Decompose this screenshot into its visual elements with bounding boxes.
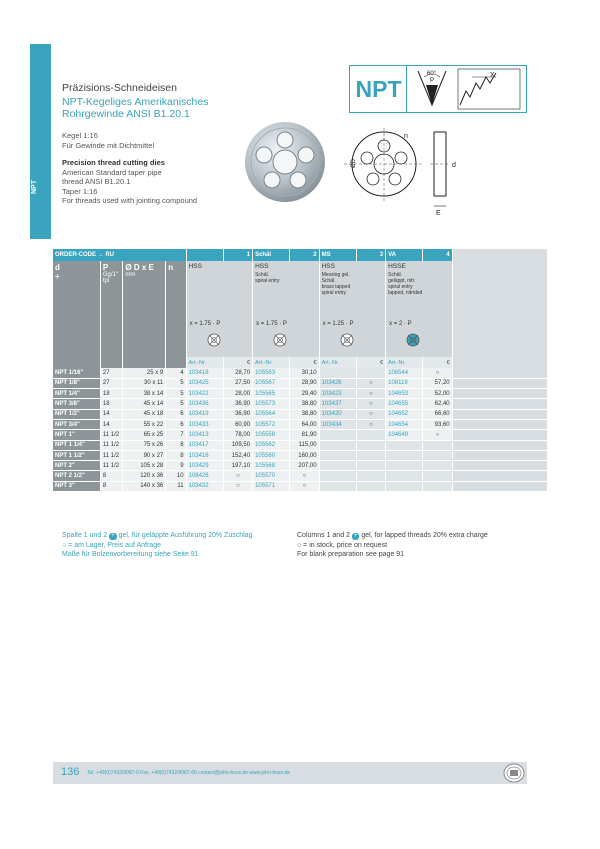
- cell-art-2: 105568: [253, 461, 290, 471]
- cell-p: 11 1/2: [100, 430, 123, 440]
- cell-p: 8: [100, 481, 123, 491]
- cell-art-3: [319, 450, 356, 460]
- subtitle-line-1: NPT-Kegeliges Amerikanisches: [62, 96, 209, 108]
- cell-price-4: ○: [423, 368, 452, 378]
- group-3-num: 3: [356, 249, 385, 261]
- col-p-sub2: tpi: [102, 278, 110, 284]
- spec-desc-line: lapped, nitrided: [388, 290, 423, 296]
- label-d: d: [452, 162, 456, 169]
- taper-de: Kegel 1:16: [62, 131, 98, 140]
- section-tab-label: NPT: [31, 180, 38, 194]
- cell-art-2: 105562: [253, 440, 290, 450]
- use-en: For threads used with jointing compound: [62, 196, 198, 205]
- sub-filler: [452, 357, 547, 368]
- cell-art-1: 103432: [186, 481, 223, 491]
- cell-d: NPT 1/8": [53, 378, 100, 388]
- cell-price-1: ○: [223, 481, 252, 491]
- company-logo-icon: [503, 763, 525, 783]
- cell-n: 11: [166, 481, 186, 491]
- note-de-1b: gel, für geläppte Ausführung 20% Zuschlag: [118, 532, 253, 539]
- table-row: [53, 419, 547, 429]
- table-row: [53, 481, 547, 491]
- row-filler: [452, 450, 547, 460]
- technical-drawing: [344, 122, 464, 222]
- col-d-sub: +: [55, 272, 60, 281]
- spec-desc-line: Schäl.: [321, 278, 336, 284]
- section-tab: [30, 44, 51, 239]
- note-en-1a: Columns 1 and 2: [297, 532, 350, 539]
- cell-price-4: 93,60: [423, 419, 452, 429]
- spec-material: HSS: [188, 263, 202, 270]
- cell-dxe: 65 x 25: [123, 430, 166, 440]
- row-filler: [452, 430, 547, 440]
- cell-p: 11 1/2: [100, 461, 123, 471]
- cell-dxe: 120 x 36: [123, 471, 166, 481]
- cell-art-2: 105560: [253, 450, 290, 460]
- cell-price-2: 28,90: [290, 378, 319, 388]
- cell-art-4: [386, 450, 423, 460]
- spec-group-4: [386, 261, 453, 357]
- label-n: n: [404, 133, 408, 140]
- cell-art-4: 104654: [386, 419, 423, 429]
- cell-dxe: 45 x 18: [123, 409, 166, 419]
- cell-price-1: 109,50: [223, 440, 252, 450]
- cell-d: NPT 1 1/2": [53, 450, 100, 460]
- row-filler: [452, 399, 547, 409]
- spec-material: HSS: [321, 263, 335, 270]
- cell-price-4: 57,20: [423, 378, 452, 388]
- cell-art-4: 108119: [386, 378, 423, 388]
- note-de-1: [62, 531, 252, 541]
- pitch-label: P: [430, 78, 435, 84]
- cell-price-1: 60,90: [223, 419, 252, 429]
- cell-price-4: [423, 450, 452, 460]
- row-filler: [452, 378, 547, 388]
- desc-en-1: American Standard taper pipe: [62, 167, 162, 177]
- desc-en-2: thread ANSI B1.20.1: [62, 177, 131, 186]
- spec-desc: [255, 272, 317, 284]
- spec-filler: [452, 261, 547, 357]
- cell-price-4: ○: [423, 430, 452, 440]
- cell-price-4: 66,60: [423, 409, 452, 419]
- col-p-header: [100, 261, 123, 357]
- footer-contact: Tel. +49(0)7432/9087-0 Fax. +49(0)7432/9087-60 contact@joho-boss.de www.joho-boss.de: [87, 770, 290, 776]
- cell-art-3: [319, 481, 356, 491]
- cell-art-4: 108544: [386, 368, 423, 378]
- cell-price-1: 28,70: [223, 368, 252, 378]
- note-en-1: [297, 531, 488, 541]
- cell-art-1: 103418: [186, 368, 223, 378]
- col-n-header: [166, 261, 186, 357]
- cell-n: 7: [166, 430, 186, 440]
- table-row: [53, 399, 547, 409]
- col-n-label: n: [168, 263, 174, 272]
- art-label-3: Art.-Nr.: [319, 357, 356, 368]
- cell-price-2: 38,80: [290, 399, 319, 409]
- row-filler: [452, 481, 547, 491]
- cell-art-3: [319, 440, 356, 450]
- cell-art-1: 103436: [186, 399, 223, 409]
- cell-price-2: 160,00: [290, 450, 319, 460]
- cell-d: NPT 3/4": [53, 419, 100, 429]
- cell-p: 18: [100, 389, 123, 399]
- table-row: [53, 368, 547, 378]
- art-label-4: Art.-Nr.: [386, 357, 423, 368]
- cell-price-1: 152,40: [223, 450, 252, 460]
- spec-desc-line: brass lapped: [321, 284, 351, 290]
- cell-price-4: [423, 481, 452, 491]
- cell-p: 8: [100, 471, 123, 481]
- order-code-header: ORDER-CODE → RU: [53, 249, 186, 261]
- cell-art-4: 104653: [386, 389, 423, 399]
- cell-art-2: 105573: [253, 399, 290, 409]
- cell-price-3: ○: [356, 419, 385, 429]
- cell-art-1: 103422: [186, 389, 223, 399]
- cell-dxe: 45 x 14: [123, 399, 166, 409]
- art-label-2: Art.-Nr.: [253, 357, 290, 368]
- cell-p: 14: [100, 409, 123, 419]
- cell-price-2: 81,90: [290, 430, 319, 440]
- cur-label-3: €: [356, 357, 385, 368]
- spec-desc-line: spiral entry: [321, 290, 347, 296]
- cell-art-2: 105563: [253, 368, 290, 378]
- cell-dxe: 38 x 14: [123, 389, 166, 399]
- sub-left-4: [166, 357, 186, 368]
- spec-pitch: x = 2 · P: [389, 321, 412, 327]
- spec-desc-line: Messing gel.: [321, 272, 350, 278]
- table-row: [53, 461, 547, 471]
- cell-price-1: 36,90: [223, 409, 252, 419]
- cell-dxe: 90 x 27: [123, 450, 166, 460]
- cur-label-1: €: [223, 357, 252, 368]
- table-row: [53, 440, 547, 450]
- cell-dxe: 55 x 22: [123, 419, 166, 429]
- cell-art-1: 103433: [186, 419, 223, 429]
- spec-pitch: x = 1.75 · P: [256, 321, 287, 327]
- spec-material: HSS: [255, 263, 269, 270]
- spec-material: HSSE: [388, 263, 406, 270]
- cell-art-3: [319, 430, 356, 440]
- product-table: [53, 249, 547, 492]
- col-dxe-label: Ø D x E: [125, 263, 154, 272]
- cell-price-3: [356, 481, 385, 491]
- note-de-3: Maße für Bolzenvorbereitung siehe Seite 91: [62, 551, 199, 558]
- cell-price-4: [423, 461, 452, 471]
- group-4-num: 4: [423, 249, 452, 261]
- spiral-entry-icon: [273, 333, 287, 347]
- label-dd: ØD: [351, 159, 357, 168]
- cell-n: 6: [166, 409, 186, 419]
- cell-d: NPT 1 1/4": [53, 440, 100, 450]
- col-dxe-sub: mm: [125, 272, 136, 278]
- cell-art-2: 105570: [253, 471, 290, 481]
- spec-group-3: [319, 261, 386, 357]
- cell-price-2: 64,00: [290, 419, 319, 429]
- cell-art-3: [319, 461, 356, 471]
- header-filler: [452, 249, 547, 261]
- row-filler: [452, 389, 547, 399]
- cell-price-3: ○: [356, 399, 385, 409]
- cell-art-3: 103426: [319, 378, 356, 388]
- notes-de: [62, 531, 252, 560]
- cell-d: NPT 1/2": [53, 409, 100, 419]
- cell-p: 11 1/2: [100, 440, 123, 450]
- use-de: Für Gewinde mit Dichtmittel: [62, 140, 155, 150]
- cell-n: 6: [166, 419, 186, 429]
- sub-left-1: [53, 357, 100, 368]
- note-en-1b: gel, for lapped threads 20% extra charge: [361, 532, 488, 539]
- title-en: Precision thread cutting dies: [62, 158, 165, 167]
- cell-price-3: [356, 368, 385, 378]
- group-4-name: VA: [386, 249, 423, 261]
- cell-price-3: ○: [356, 409, 385, 419]
- cell-art-3: 103437: [319, 399, 356, 409]
- cell-n: 10: [166, 471, 186, 481]
- row-filler: [452, 471, 547, 481]
- thread-profile-icon: [410, 67, 524, 111]
- cell-price-3: [356, 461, 385, 471]
- cell-dxe: 105 x 28: [123, 461, 166, 471]
- page-subtitle: [62, 96, 282, 120]
- row-filler: [452, 419, 547, 429]
- table-row: [53, 409, 547, 419]
- cell-price-4: 62,40: [423, 399, 452, 409]
- cell-price-3: ○: [356, 389, 385, 399]
- spiral-entry-icon: [207, 333, 221, 347]
- cell-art-2: 105567: [253, 378, 290, 388]
- sub-left-3: [123, 357, 166, 368]
- spec-pitch: x = 1.25 · P: [322, 321, 354, 327]
- cell-price-2: ○: [290, 471, 319, 481]
- cell-p: 18: [100, 399, 123, 409]
- cell-price-1: 27,50: [223, 378, 252, 388]
- cell-d: NPT 1": [53, 430, 100, 440]
- table-row: [53, 378, 547, 388]
- cell-price-2: 29,40: [290, 389, 319, 399]
- page-title-de: Präzisions-Schneideisen: [62, 82, 177, 94]
- spec-desc-line: geläppt, nitr.: [388, 278, 416, 284]
- cell-price-3: [356, 430, 385, 440]
- group-2-name: Schäl: [253, 249, 290, 261]
- cell-art-1: 103429: [186, 461, 223, 471]
- cell-dxe: 25 x 9: [123, 368, 166, 378]
- cell-art-3: 103434: [319, 419, 356, 429]
- cur-label-4: €: [423, 357, 452, 368]
- taper-en: Taper 1:16: [62, 186, 98, 196]
- art-label-1: Art.-Nr.: [186, 357, 223, 368]
- spec-desc: [388, 272, 450, 296]
- spec-desc-line: spiral entry: [388, 284, 413, 290]
- spiral-entry-icon: [406, 333, 420, 347]
- spec-row: [53, 261, 547, 357]
- spec-desc-line: Schäl.: [255, 272, 269, 278]
- cell-price-1: 28,00: [223, 389, 252, 399]
- cell-art-3: 103423: [319, 389, 356, 399]
- cell-p: 14: [100, 419, 123, 429]
- row-filler: [452, 461, 547, 471]
- cell-art-4: 104649: [386, 430, 423, 440]
- cur-label-2: €: [290, 357, 319, 368]
- cell-p: 27: [100, 378, 123, 388]
- table-row: [53, 450, 547, 460]
- die-photo: [243, 118, 328, 203]
- group-3-name: MS: [319, 249, 356, 261]
- cell-art-4: [386, 481, 423, 491]
- table-body: [53, 368, 547, 492]
- angle-label: 60°: [427, 71, 437, 77]
- x-label: X: [490, 72, 495, 79]
- group-1-num: 1: [223, 249, 252, 261]
- lapped-badge-en: +: [353, 533, 358, 539]
- cell-art-2: 105565: [253, 389, 290, 399]
- cell-n: 8: [166, 440, 186, 450]
- col-p-label: P: [102, 263, 109, 272]
- table-row: [53, 430, 547, 440]
- spec-desc-line: spiral entry: [255, 278, 280, 284]
- cell-n: 4: [166, 368, 186, 378]
- cell-dxe: 30 x 11: [123, 378, 166, 388]
- table-row: [53, 471, 547, 481]
- cell-art-1: 103416: [186, 450, 223, 460]
- spec-group-1: [186, 261, 253, 357]
- spiral-entry-icon: [340, 333, 354, 347]
- cell-n: 5: [166, 399, 186, 409]
- spec-desc: [322, 272, 384, 296]
- cell-d: NPT 1/16": [53, 368, 100, 378]
- cell-d: NPT 2 1/2": [53, 471, 100, 481]
- col-d-header: [53, 261, 100, 357]
- meta-de: [62, 131, 154, 150]
- cell-price-3: [356, 471, 385, 481]
- cell-art-4: 104655: [386, 399, 423, 409]
- spec-group-2: [253, 261, 320, 357]
- cell-art-3: [319, 368, 356, 378]
- cell-art-2: 105564: [253, 409, 290, 419]
- cell-art-3: 103420: [319, 409, 356, 419]
- cell-art-1: 103413: [186, 430, 223, 440]
- cell-price-3: [356, 450, 385, 460]
- cell-d: NPT 3/8": [53, 399, 100, 409]
- notes-en: [297, 531, 488, 560]
- cell-price-4: [423, 471, 452, 481]
- label-e: E: [436, 210, 441, 217]
- meta-en: [62, 158, 197, 206]
- spec-pitch: x = 1.75 · P: [189, 321, 221, 327]
- cell-art-4: 104652: [386, 409, 423, 419]
- thread-type-label: NPT: [351, 66, 407, 112]
- cell-price-2: ○: [290, 481, 319, 491]
- cell-p: 11 1/2: [100, 450, 123, 460]
- cell-n: 9: [166, 461, 186, 471]
- cell-dxe: 75 x 26: [123, 440, 166, 450]
- cell-price-2: 115,00: [290, 440, 319, 450]
- cell-price-1: 36,90: [223, 399, 252, 409]
- note-de-2: ○ = am Lager, Preis auf Anfrage: [62, 541, 161, 549]
- row-filler: [452, 440, 547, 450]
- cell-art-1: 103425: [186, 378, 223, 388]
- sub-header-row: [53, 357, 547, 368]
- row-filler: [452, 409, 547, 419]
- cell-price-2: 207,00: [290, 461, 319, 471]
- col-p-sub1: Gg/1": [102, 272, 118, 278]
- cell-price-1: ○: [223, 471, 252, 481]
- cell-dxe: 140 x 36: [123, 481, 166, 491]
- cell-n: 5: [166, 389, 186, 399]
- table-header-row: [53, 249, 547, 261]
- cell-art-3: [319, 471, 356, 481]
- cell-art-2: 105571: [253, 481, 290, 491]
- col-dxe-header: [123, 261, 166, 357]
- cell-price-2: 38,80: [290, 409, 319, 419]
- cell-art-1: 108426: [186, 471, 223, 481]
- cell-n: 5: [166, 378, 186, 388]
- sub-left-2: [100, 357, 123, 368]
- cell-n: 8: [166, 450, 186, 460]
- col-d-label: d: [55, 263, 60, 272]
- note-de-1a: Spalte 1 und 2: [62, 532, 108, 539]
- cell-art-1: 103419: [186, 409, 223, 419]
- lapped-badge-de: +: [111, 533, 115, 539]
- cell-art-4: [386, 471, 423, 481]
- cell-d: NPT 1/4": [53, 389, 100, 399]
- note-en-2: ○ = in stock, price on request: [297, 541, 388, 549]
- cell-price-3: ○: [356, 378, 385, 388]
- cell-price-1: 78,00: [223, 430, 252, 440]
- table-row: [53, 389, 547, 399]
- cell-art-2: 105572: [253, 419, 290, 429]
- row-filler: [452, 368, 547, 378]
- cell-d: NPT 3": [53, 481, 100, 491]
- group-1-name: [186, 249, 223, 261]
- cell-art-4: [386, 440, 423, 450]
- note-en-3: For blank preparation see page 91: [297, 551, 405, 558]
- cell-price-1: 197,10: [223, 461, 252, 471]
- cell-price-3: [356, 440, 385, 450]
- cell-art-4: [386, 461, 423, 471]
- cell-price-4: 52,00: [423, 389, 452, 399]
- spec-desc-line: Schäl.: [388, 272, 403, 278]
- cell-p: 27: [100, 368, 123, 378]
- cell-d: NPT 2": [53, 461, 100, 471]
- cell-art-2: 105558: [253, 430, 290, 440]
- cell-price-4: [423, 440, 452, 450]
- cell-price-2: 30,10: [290, 368, 319, 378]
- page-number: 136: [61, 766, 80, 778]
- group-2-num: 2: [290, 249, 319, 261]
- cell-art-1: 103417: [186, 440, 223, 450]
- footer-bar: [53, 762, 527, 784]
- subtitle-line-2: Rohrgewinde ANSI B1.20.1: [62, 108, 190, 120]
